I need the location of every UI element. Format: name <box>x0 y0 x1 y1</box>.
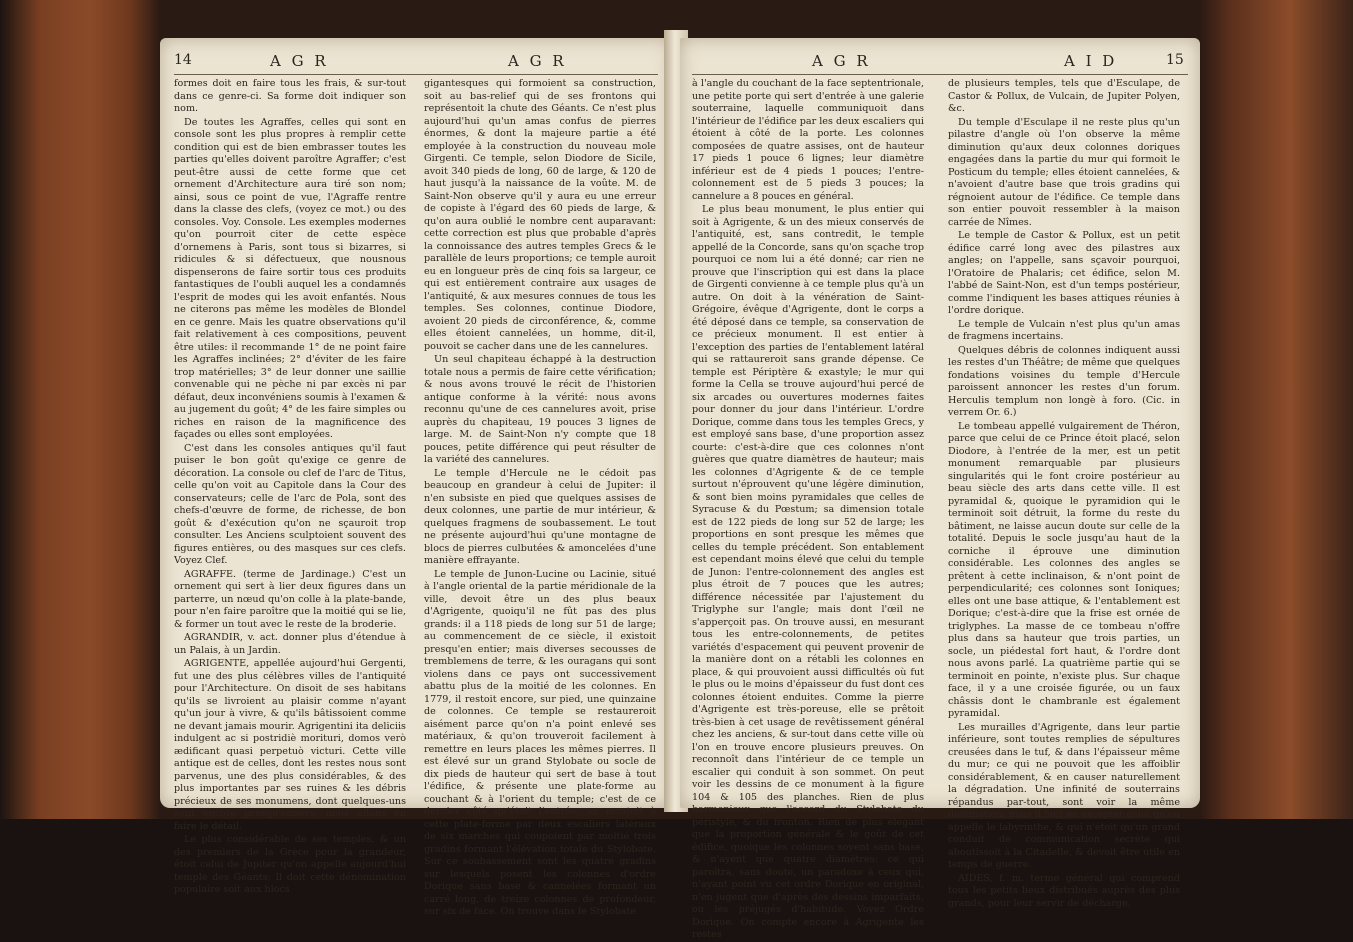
right-page <box>680 38 1200 940</box>
paragraph: Le temple de Junon-Lucine ou Lacinie, situé à l'angle oriental de la partie méridionale de la ville, devoit être un des plus beaux d'Agrigente, quoiqu'il ne fût pas des plus grands: il a 118 pieds de long sur 51 de large; au commencement de ce siècle, il existoit presqu'en entier; mais diverses secousses de tremblemens de terre, & les ouragans qui sont violens dans ce pays ont successivement abattu plus de la moitié de les colonnes. En 1779, il restoit encore, sur pied, une quinzaine de colonnes. Ce temple se restaureroit aisément parce qu'on n'a point enlevé ses matériaux, & qu'on trouveroit facilement à remettre en leurs places les mêmes pierres. Il est élevé sur un grand Stylobate ou socle de dix pieds de hauteur qui sert de base à tout l'édifice, & présente une plate-forme au couchant & à l'orient du temple; c'est de ce dernier côté qu'étoit l'entrée: on montoit à cette plate-forme par deux escaliers latéraux de six marches qui coupoient par moitié trois gradins formant l'élévation totale du Stylobate. Sur ce soubassement sont les quatre gradins sur lesquels posent les colonnes d'ordre Dorique sans base & cannelées formant un carré long, de treize colonnes de profondeur, sur six de face. On trouve dans le Stylobate <box>424 568 656 917</box>
left-head-right: A G R <box>508 52 567 70</box>
right-column-2 <box>948 78 1180 909</box>
paragraph: de plusieurs temples, tels que d'Esculape, de Castor & Pollux, de Vulcain, de Jupiter Polyen, &c. <box>948 78 1180 114</box>
right-head-rule <box>692 74 1188 75</box>
left-column-1 <box>174 78 406 895</box>
paragraph: Quelques débris de colonnes indiquent aussi les restes d'un Théâtre; de même que quelques fondations voisines du temple d'Hercule paroissent annoncer les restes d'un forum. Herculis templum non longè à foro. (Cic. in verrem Or. 6.) <box>948 344 1180 418</box>
paragraph: Le plus considérable de ses temples, & un des premiers de la Grèce pour la grandeur, étoit celui de Jupiter qu'on appelle aujourd'hui temple des Géants; Il doit cette dénomination populaire soit aux blocs <box>174 834 406 895</box>
page-number-left: 14 <box>174 52 192 68</box>
right-head-right: A I D <box>1064 52 1118 70</box>
paragraph: Les murailles d'Agrigente, dans leur partie inférieure, sont toutes remplies de sépultures creusées dans le tuf, & dans l'épaisseur même du mur; ce qui ne pouvoit que les affoiblir considérablement, & en causer naturellement la dégradation. Une infinité de souterrains répandus par-tout, sont voir la même destination; mais il faut en excepter celui qu'on appelle le labyrinthe, & qui n'étoit qu'un grand conduit de communication secrète qui aboutissoit à la Citadelle, & devoit être utile en temps de guerre. <box>948 721 1180 870</box>
paragraph: à l'angle du couchant de la face septentrionale, une petite porte qui sert d'entrée à une galerie souterraine, laquelle communiquoit dans l'intérieur de l'édifice par les deux escaliers qui étoient à côté de la porte. Les colonnes composées de quatre assises, ont de hauteur 17 pieds 1 pouce 6 lignes; leur diamètre inférieur est de 4 pieds 1 pouces; l'entre-colonnement est de 5 pieds 3 pouces; la cannelure a 8 pouces en général. <box>692 78 924 202</box>
paragraph: Le temple de Castor & Pollux, est un petit édifice carré long avec des pilastres aux angles; on l'appelle, sans sçavoir pourquoi, l'Oratoire de Phalaris; cet édifice, selon M. l'abbé de Saint-Non, est d'un temps postérieur, comme l'indiquent les bases attiques réunies à l'ordre dorique. <box>948 230 1180 316</box>
paragraph: Du temple d'Esculape il ne reste plus qu'un pilastre d'angle où l'on observe la même diminution qu'aux deux colonnes doriques engagées dans la partie du mur qui formoit le Posticum du temple; elles étoient cannelées, & n'avoient d'autre base que trois gradins qui régnoient autour de l'édifice. Ce temple dans son entier pouvoit ressembler à la maison carrée de Nîmes. <box>948 116 1180 228</box>
paragraph: C'est dans les consoles antiques qu'il faut puiser le bon goût qu'exige ce genre de décoration. La console ou clef de l'arc de Titus, celle qu'on voit au Capitole dans la Cour des conservateurs; celle de l'arc de Pola, sont des chefs-d'œuvre de forme, de richesse, de bon goût & d'exécution qu'on ne sçauroit trop consulter. Les Anciens sculptoient souvent des figures entières, ou des masques sur ces clefs. Voyez Clef. <box>174 442 406 566</box>
paragraph: Le plus beau monument, le plus entier qui soit à Agrigente, & un des mieux conservés de l'antiquité, est, sans contredit, le temple appellé de la Concorde, sans qu'on sçache trop pourquoi ce nom lui a été donné; car rien ne prouve que l'inscription qui est dans la place de Girgenti convienne à ce temple plus qu'à un autre. On doit à la vénération de Saint-Grégoire, évêque d'Agrigente, dont le corps a été déposé dans ce temple, sa conservation de ce précieux monument. Il est entier à l'exception des parties de l'entablement latéral qui se rattaureroit sans grande dépense. Ce temple est Périptère & exastyle; le mur qui forme la Cella se trouve aujourd'hui percé de six arcades ou ouvertures modernes faites pour donner du jour dans l'intérieur. L'ordre Dorique, comme dans tous les temples Grecs, y est employé sans base, d'une proportion assez courte: c'est-à-dire que ces colonnes n'ont guères que quatre diamètres de hauteur; mais les colonnes d'Agrigente & de ce temple surtout n'éprouvent qu'une légère diminution, & sont bien moins pyramidales que celles de Syracuse & du Pœstum; sa dimension totale est de 122 pieds de long sur 52 de large; les proportions en sont presque les mêmes que celles du temple précédent. Son entablement est cependant moins élevé que celui du temple de Junon: l'entre-colonnement des angles est plus étroit de 7 pouces que les autres; différence nécessitée par l'ajustement du Triglyphe sur l'angle; mais dont l'œil ne s'apperçoit pas. On trouve aussi, en mesurant tous les entre-colonnements, de petites variétés d'espacement qui peuvent provenir de la manière dont on a rétabli les colonnes en place, & qui prouvoient aussi difficultés où fut le plus ou le moins d'épaisseur du fust dont ces colonnes étoient enduites. Comme la pierre d'Agrigente est très-poreuse, elle se prêtoit très-bien à cet usage de revêtissement général chez les anciens, & sur-tout dans cette ville où l'on en trouve encore plusieurs preuves. On reconnoît dans l'intérieur de ce temple un escalier qui conduit à son sommet. On peut voir les dessins de ce monument à la figure 104 & 105 des planches. Rien de plus harmonieux que l'accord du Stylobate du péristyle, & du fronton. Rien de plus élégant que la proportion générale & le goût de cet édifice, quoique les colonnes soyent sans base, & n'ayent que quatre diamètres: ce qui paroîtra, sans doute, un paradoxe à ceux qui, n'ayant point vu cet ordre Dorique en original, n'en jugent que d'après des dessins imparfaits, ou les préjugés d'habitude. Voyez Ordre Dorique. On compte encore à Agrigente les restes <box>692 204 924 940</box>
right-running-head <box>680 52 1200 72</box>
paragraph: gigantesques qui formoient sa construction, soit au bas-relief qui de ses frontons qui représentoit la chute des Géants. Ce n'est plus aujourd'hui qu'un amas confus de pierres énormes, & dont la majeure partie a été employée à la construction du nouveau mole Girgenti. Ce temple, selon Diodore de Sicile, avoit 340 pieds de long, 60 de large, & 120 de haut jusqu'à la naissance de la voûte. M. de Saint-Non observe qu'il y aura eu une erreur de copiste à l'égard des 60 pieds de large, & qu'on aura oublié le nombre cent auparavant: cette correction est plus que probable d'après la connoissance des autres temples Grecs & le parallèle de leurs proportions; ce temple auroit eu en longueur près de cinq fois sa largeur, ce qui est entièrement contraire aux usages de l'antiquité, & aux mesures connues de tous les temples. Ses colonnes, continue Diodore, avoient 20 pieds de circonférence, &, comme elles étoient cannelées, un homme, dit-il, pouvoit se cacher dans une de les cannelures. <box>424 78 656 352</box>
left-head-rule <box>174 74 658 75</box>
paragraph: Le tombeau appellé vulgairement de Théron, parce que celui de ce Prince étoit placé, selon Diodore, à l'entrée de la mer, est un petit monument remarquable par plusieurs singularités qui le font croire postérieur au beau siècle des arts dans cette ville. Il est pyramidal &, quoique le pyramidion qui le terminoit soit détruit, la forme du reste du bâtiment, ne laisse aucun doute sur celle de la totalité. Depuis le socle jusqu'au haut de la corniche il éprouve une diminution considérable. Les colonnes des angles se prêtent à cette inclinaison, & n'ont point de perpendicularité; ces colonnes sont Ioniques; elles ont une base attique, & l'entablement est Dorique; c'est-à-dire que la frise est ornée de triglyphes. La masse de ce tombeau n'offre plus dans sa hauteur que trois parties, un socle, un piédestal fort haut, & l'ordre dont nous avons parlé. La quatrième partie qui se terminoit en pointe, n'existe plus. Sur chaque face, il y a une croisée figurée, ou un faux châssis dont le chambranle est également pyramidal. <box>948 420 1180 719</box>
paragraph: AGRIGENTE, appellée aujourd'hui Gergenti, fut une des plus célèbres villes de l'antiquité pour l'Architecture. On disoit de ses habitans qu'ils se livroient au plaisir comme n'ayant qu'un jour à vivre, & qu'ils bâtissoient comme ne devant jamais mourir. Agrigentini ita deliciis indulgent ac si postridiè morituri, domos verò ædificant quasi perpetuò victuri. Cette ville antique est de celles, dont les restes nous sont parvenus, une des plus considérables, & des plus importantes par ses ruines & les débris précieux de ses monumens, dont quelques-uns sont encore presqu'entiers; nous allons en faire le détail. <box>174 658 406 832</box>
left-running-head <box>160 52 672 72</box>
left-head-left: A G R <box>270 52 329 70</box>
left-column-2 <box>424 78 656 917</box>
paragraph: formes doit en faire tous les frais, & sur-tout dans ce genre-ci. Sa forme doit indiquer son nom. <box>174 78 406 114</box>
right-column-1 <box>692 78 924 940</box>
paragraph: Le temple d'Hercule ne le cédoit pas beaucoup en grandeur à celui de Jupiter: il n'en subsiste en pied que quelques assises de deux colonnes, une partie de mur intérieur, & quelques fragmens de soubassement. Le tout ne présente aujourd'hui qu'une montagne de blocs de pierres culbutées & amoncelées d'une manière effrayante. <box>424 467 656 566</box>
paragraph: De toutes les Agraffes, celles qui sont en console sont les plus propres à remplir cette condition qui est de bien embrasser toutes les parties qu'elles doivent paroître Agraffer; c'est peut-être aussi de cette forme que cet ornement d'Architecture aura tiré son nom; ainsi, sous ce point de vue, l'Agraffe rentre dans la classe des clefs, (voyez ce mot.) ou des consoles. Voy. Console. Les exemples modernes qu'on pourroit citer de cette espèce d'ornemens à Paris, sont tous si bizarres, si ridicules & si défectueux, que nousnous dispenserons de faire sortir tous ces produits fantastiques de l'oubli auquel les a condamnés l'esprit de modes qui les avoit enfantés. Nous ne citerons pas même les modèles de Blondel en ce genre. Mais les quatre observations qu'il fait relativement à ces compositions, peuvent être utiles: il recommande 1° de ne point faire les Agraffes inclinées; 2° d'éviter de les faire trop matérielles; 3° de leur donner une saillie convenable qui ne pèche ni par excès ni par défaut, deux inconvéniens soumis à l'examen & au jugement du goût; 4° de les faire simples ou riches en raison de la magnificence des façades ou elles sont employées. <box>174 116 406 440</box>
page-number-right: 15 <box>1166 52 1184 68</box>
paragraph: Le temple de Vulcain n'est plus qu'un amas de fragmens incertains. <box>948 318 1180 342</box>
right-head-left: A G R <box>812 52 871 70</box>
paragraph: AGRANDIR, v. act. donner plus d'étendue à un Palais, à un Jardin. <box>174 632 406 656</box>
paragraph: Un seul chapiteau échappé à la destruction totale nous a permis de faire cette vérification; & nous avons trouvé le récit de l'historien antique conforme à la vérité: nous avons reconnu qu'une de ces cannelures avoit, prise auprès du chapiteau, 19 pouces 3 lignes de large. M. de Saint-Non n'y compte que 18 pouces, petite différence qui peut résulter de la variété des cannelures. <box>424 354 656 465</box>
paragraph: AIDES, f. m. terme général qui comprend tous les petits lieux distribués auprès des plus grands, pour leur servir de décharge. <box>948 872 1180 909</box>
left-page <box>160 38 672 917</box>
paragraph: AGRAFFE. (terme de Jardinage.) C'est un ornement qui sert à lier deux figures dans un parterre, un nœud qu'on colle à la plate-bande, pour n'en faire paroître que la moitié qui se lie, & former un tout avec le reste de la broderie. <box>174 568 406 630</box>
